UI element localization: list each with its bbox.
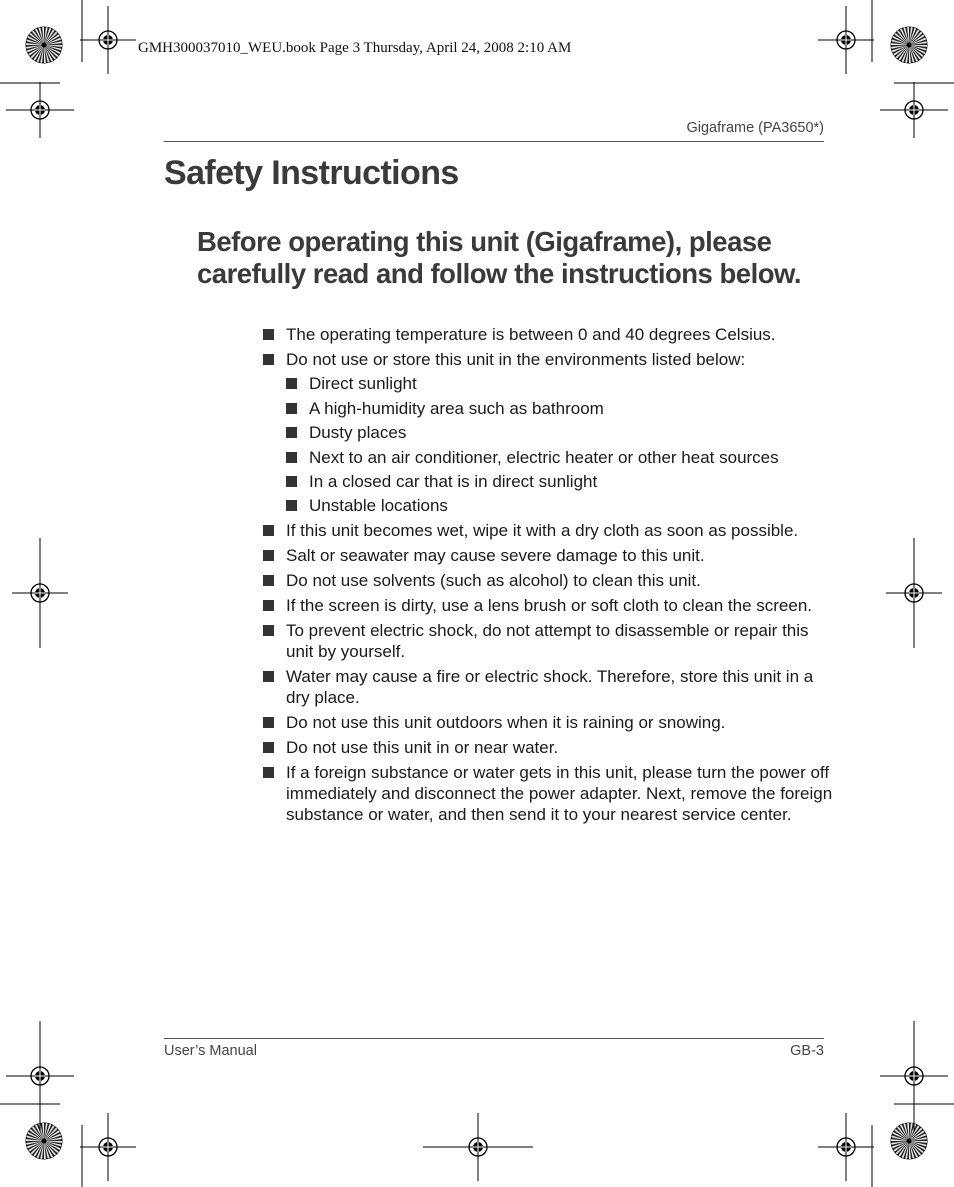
registration-crosshair-icon [80, 6, 136, 74]
registration-starburst-icon [891, 27, 927, 63]
list-item: Do not use this unit outdoors when it is raining or snowing. [262, 712, 834, 733]
print-slug: GMH300037010_WEU.book Page 3 Thursday, April 24, 2008 2:10 AM [138, 40, 572, 56]
list-item: If this unit becomes wet, wipe it with a dry cloth as soon as possible. [262, 520, 834, 541]
list-item: If the screen is dirty, use a lens brush or soft cloth to clean the screen. [262, 595, 834, 616]
running-header: Gigaframe (PA3650*) [686, 120, 824, 136]
registration-crosshair-icon [818, 6, 874, 74]
page-title: Safety Instructions [164, 154, 459, 192]
registration-starburst-icon [891, 1123, 927, 1159]
registration-crosshair-icon [80, 1113, 136, 1181]
registration-crosshair-icon [880, 1021, 948, 1131]
sub-list-item: A high-humidity area such as bathroom [285, 398, 834, 419]
registration-crosshair-icon [886, 538, 942, 648]
sub-list-item: Unstable locations [285, 495, 834, 516]
registration-crosshair-icon [6, 1021, 74, 1131]
sub-list-item: Direct sunlight [285, 373, 834, 394]
list-item: The operating temperature is between 0 and 40 degrees Celsius. [262, 324, 834, 345]
list-item: Do not use this unit in or near water. [262, 737, 834, 758]
list-item: Water may cause a fire or electric shock. Therefore, store this unit in a dry place. [262, 666, 834, 708]
registration-crosshair-icon [423, 1113, 533, 1181]
safety-instruction-list [262, 324, 834, 825]
list-item: To prevent electric shock, do not attempt to disassemble or repair this unit by yourself. [262, 620, 834, 662]
header-rule [164, 141, 824, 142]
registration-starburst-icon [26, 1123, 62, 1159]
list-item: If a foreign substance or water gets in this unit, please turn the power off immediately and disconnect the power adapter. Next, remove the foreign substance or water, and then send it to your nearest service center. [262, 762, 834, 825]
list-item: Do not use or store this unit in the environments listed below: [262, 349, 834, 370]
footer-manual-label: User’s Manual [164, 1043, 257, 1059]
registration-crosshair-icon [880, 82, 948, 138]
list-item: Do not use solvents (such as alcohol) to clean this unit. [262, 570, 834, 591]
section-subtitle: Before operating this unit (Gigaframe), please carefully read and follow the instructions below. [197, 226, 802, 289]
sub-list-item: Next to an air conditioner, electric heater or other heat sources [285, 447, 834, 468]
registration-crosshair-icon [12, 538, 68, 648]
page-number: GB-3 [790, 1043, 824, 1059]
registration-crosshair-icon [6, 82, 74, 138]
registration-starburst-icon [26, 27, 62, 63]
registration-crosshair-icon [818, 1113, 874, 1181]
list-item: Salt or seawater may cause severe damage to this unit. [262, 545, 834, 566]
sub-list-item: Dusty places [285, 422, 834, 443]
sub-list-item: In a closed car that is in direct sunlight [285, 471, 834, 492]
footer-rule [164, 1038, 824, 1039]
